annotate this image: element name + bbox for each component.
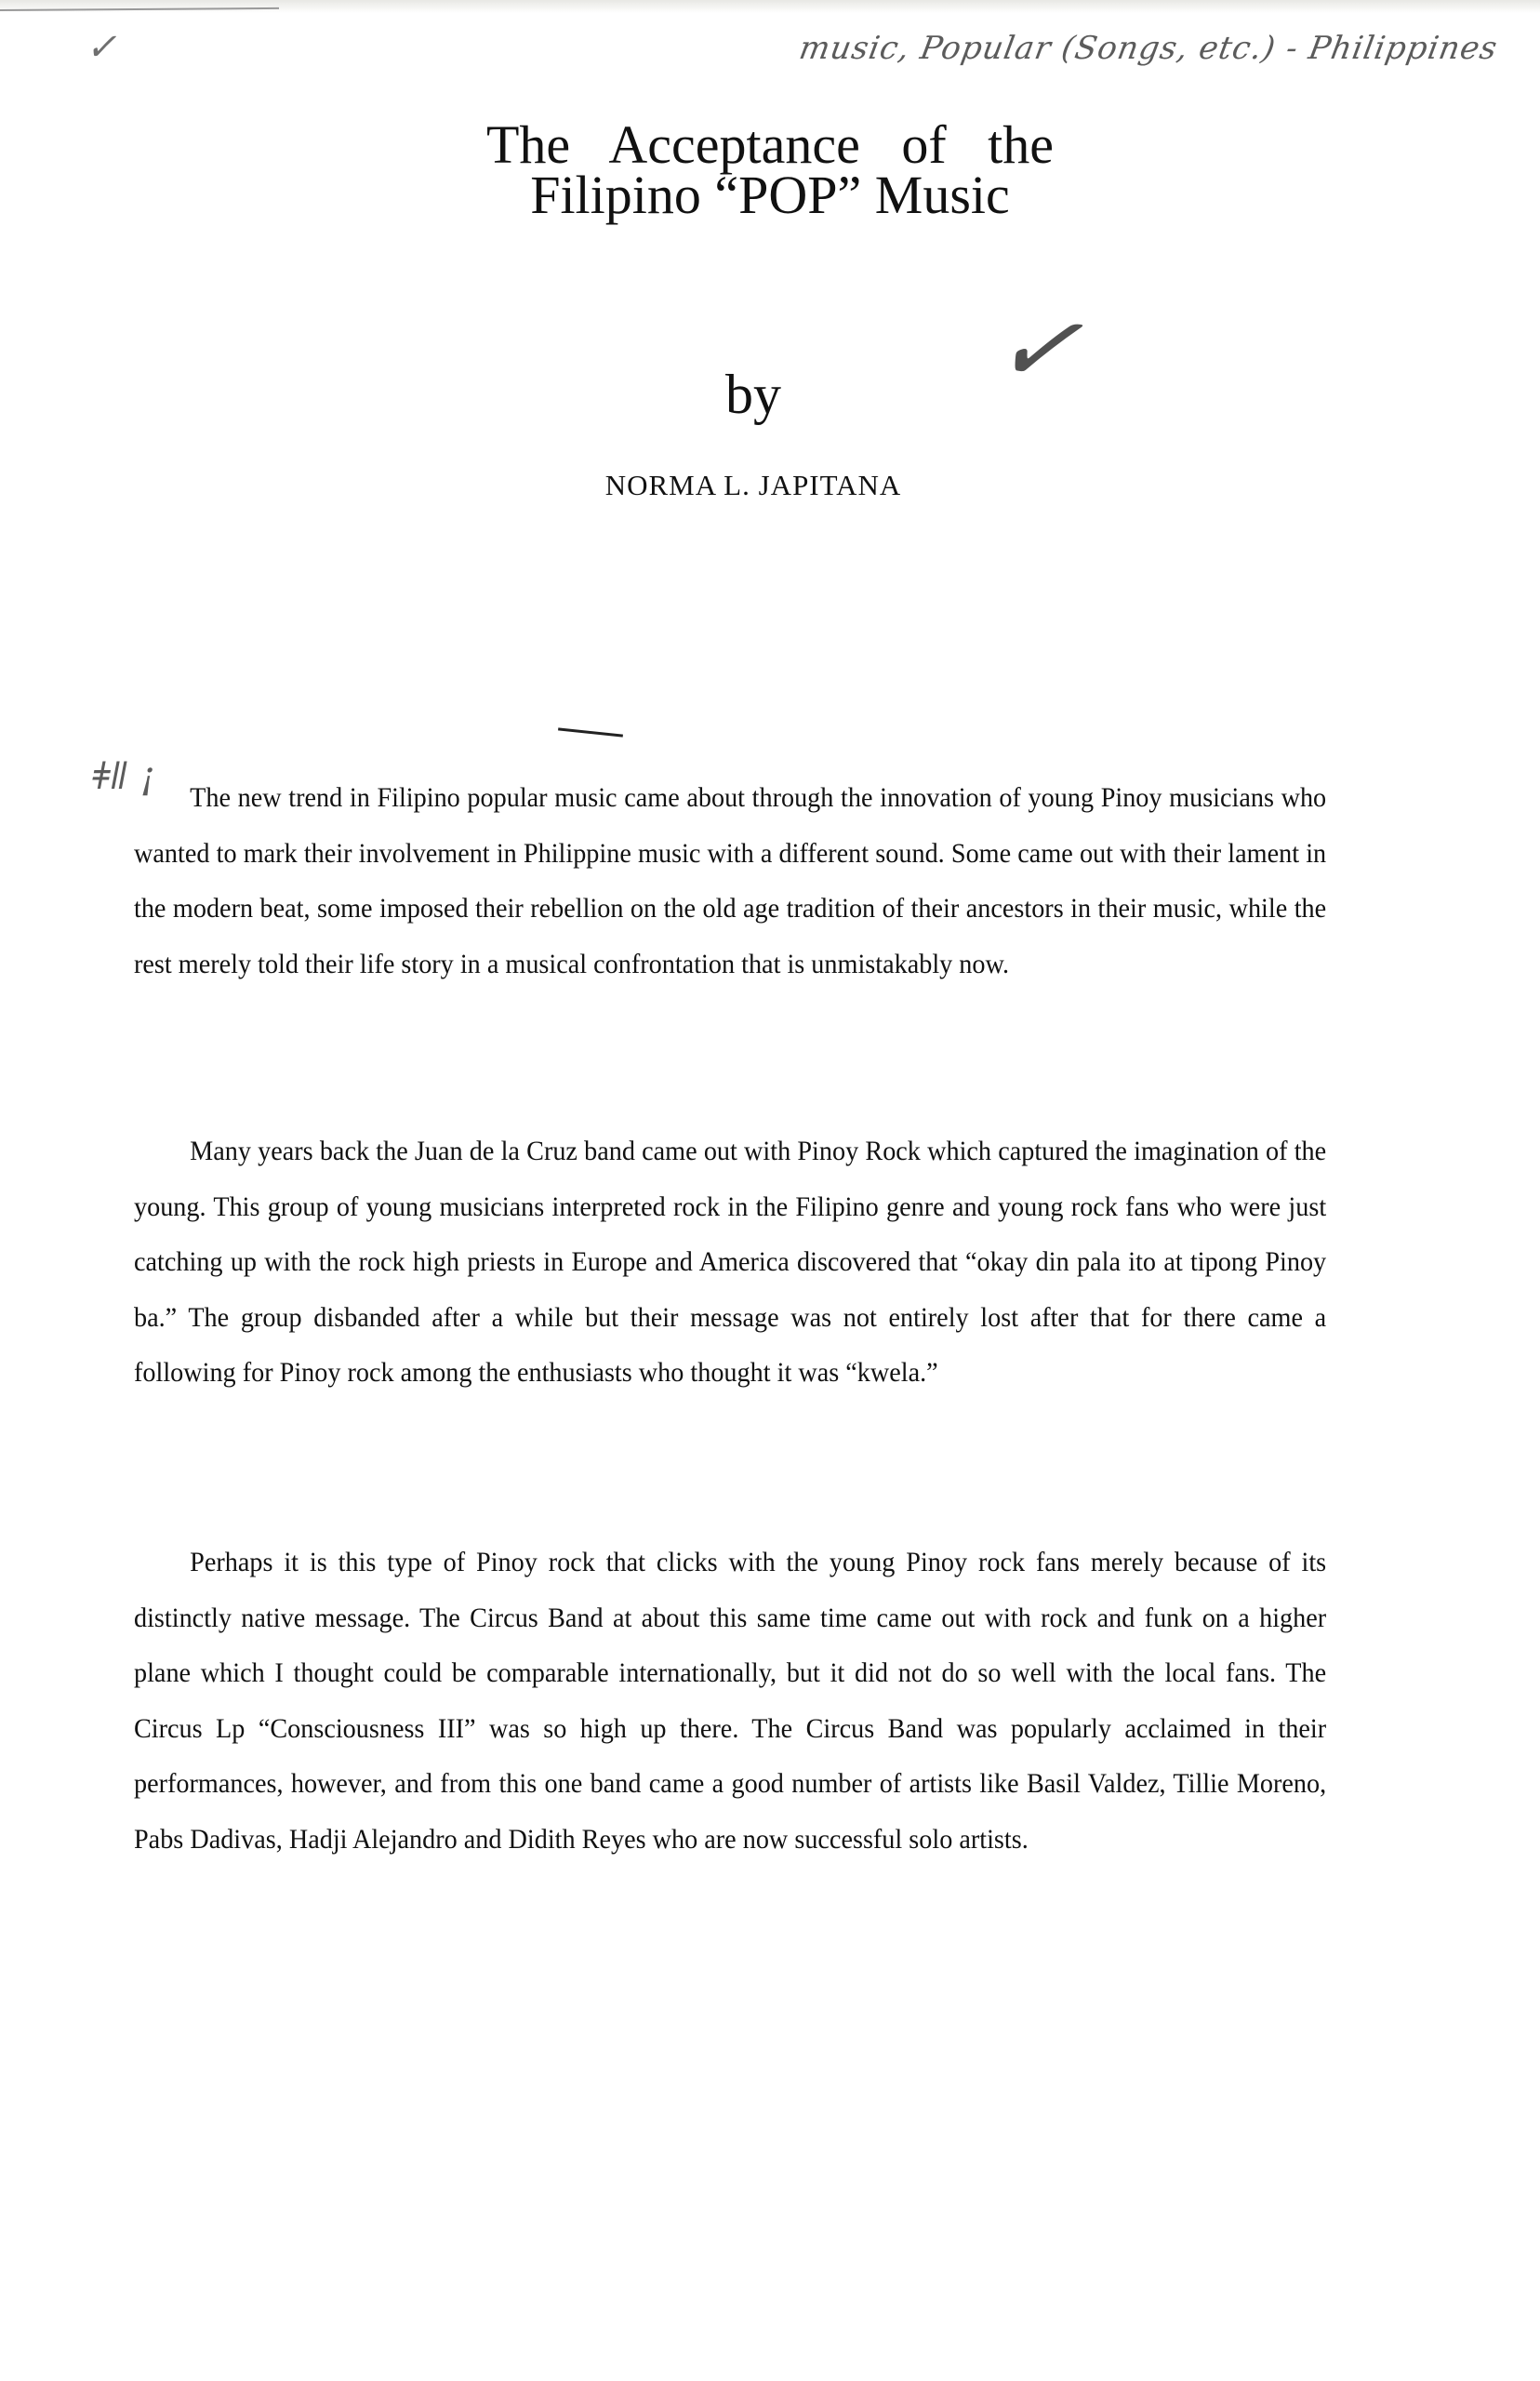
handwritten-paragraph-mark: ǂǁ ¡ bbox=[93, 755, 155, 798]
document-title-line-2: Filipino “POP” Music bbox=[530, 165, 1010, 225]
handwritten-subject-note: music, Popular (Songs, etc.) - Philippines bbox=[796, 30, 1501, 67]
byline: by bbox=[725, 364, 781, 425]
author-name: NORMA L. JAPITANA bbox=[604, 469, 902, 501]
document-title-line-1: The Acceptance of the bbox=[485, 114, 1055, 175]
handwritten-check-icon: ✓ bbox=[86, 26, 117, 69]
paragraph-2: Many years back the Juan de la Cruz band came out with Pinoy Rock which captured the imagination of the young. This group of young musicians interpreted rock in the Filipino genre and young rock fans who were just catching up with the rock high priests in Europe and America discovered that “okay din pala ito at tipong Pinoy ba.” The group disbanded after a while but their message was not entirely lost after that for there came a following for Pinoy rock among the enthusiasts who thought it was “kwela.” bbox=[134, 1136, 1327, 1388]
handwritten-large-check-icon: ✓ bbox=[987, 283, 1089, 413]
scan-top-edge bbox=[0, 0, 1540, 13]
paragraph-3: Perhaps it is this type of Pinoy rock that clicks with the young Pinoy rock fans merely because of its distinctly native message. The Circus Band at about this same time came out with rock and funk on a higher plane which I thought could be comparable internationally, but it did not do so well with the local fans. The Circus Lp “Consciousness III” was so high up there. The Circus Band was popularly acclaimed in their performances, however, and from this one band came a good number of artists like Basil Valdez, Tillie Moreno, Pabs Dadivas, Hadji Alejandro and Didith Reyes who are now successful solo artists. bbox=[134, 1547, 1327, 1855]
handwritten-dash-mark bbox=[558, 727, 623, 737]
paragraph-1: The new trend in Filipino popular music came about through the innovation of young Pinoy musicians who wanted to mark their involvement in Philippine music with a different sound. Some came out with their lament in the modern beat, some imposed their rebellion on the old age tradition of their ancestors in their music, while the rest merely told their life story in a musical confrontation that is unmistakably now. bbox=[134, 782, 1327, 979]
